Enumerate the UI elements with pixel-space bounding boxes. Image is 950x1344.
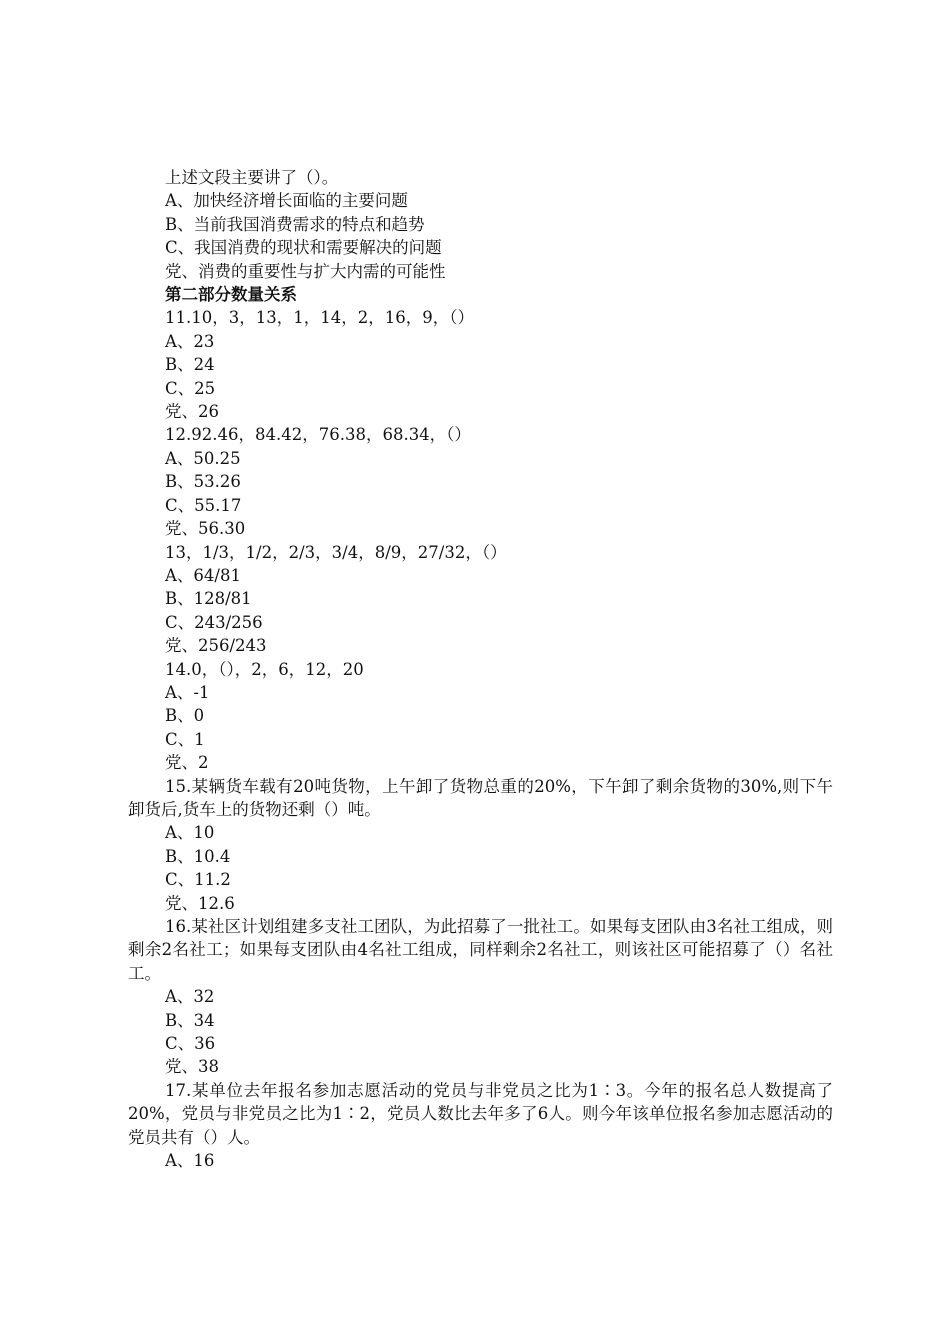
answer-option: C、55.17 (165, 495, 242, 515)
answer-option: B、24 (165, 355, 215, 375)
question-stem: 13，1/3，1/2，2/3，3/4，8/9，27/32，（） (165, 542, 507, 562)
answer-option: 党、12.6 (165, 893, 235, 913)
answer-option: B、34 (165, 1010, 215, 1030)
question-stem: 17.某单位去年报名参加志愿活动的党员与非党员之比为1∶3。今年的报名总人数提高了20%，党员与非党员之比为1∶2，党员人数比去年多了6人。则今年该单位报名参加志愿活动的党员共有（）人。 (128, 1080, 833, 1147)
section-title: 第二部分数量关系 (165, 285, 297, 305)
document-body (128, 166, 833, 1172)
answer-option: A、16 (165, 1151, 215, 1171)
answer-option: 党、2 (165, 753, 209, 773)
answer-option: 党、56.30 (165, 519, 246, 539)
answer-option: C、11.2 (165, 870, 231, 890)
answer-option: A、32 (165, 987, 215, 1007)
question-stem: 14.0，（），2，6，12，20 (165, 659, 364, 679)
answer-option: B、53.26 (165, 472, 241, 492)
answer-option: C、243/256 (165, 612, 263, 632)
answer-option: C、36 (165, 1034, 216, 1054)
answer-option: 党、38 (165, 1057, 219, 1077)
answer-option: B、10.4 (165, 846, 231, 866)
answer-option: B、0 (165, 706, 205, 726)
answer-option: C、1 (165, 729, 205, 749)
answer-option: 党、消费的重要性与扩大内需的可能性 (165, 261, 446, 281)
question-stem: 12.92.46，84.42，76.38，68.34，（） (165, 425, 471, 445)
answer-option: A、64/81 (165, 565, 241, 585)
answer-option: C、25 (165, 378, 216, 398)
answer-option: A、23 (165, 331, 215, 351)
question-stem: 16.某社区计划组建多支社工团队，为此招募了一批社工。如果每支团队由3名社工组成，则剩余2名社工；如果每支团队由4名社工组成，同样剩余2名社工，则该社区可能招募了（）名社工。 (128, 917, 833, 983)
answer-option: C、我国消费的现状和需要解决的问题 (165, 238, 442, 258)
answer-option: 党、256/243 (165, 636, 267, 656)
answer-option: A、50.25 (165, 448, 241, 468)
question-stem: 15.某辆货车载有20吨货物，上午卸了货物总重的20%，下午卸了剩余货物的30%,则下午卸货后,货车上的货物还剩（）吨。 (128, 776, 833, 819)
question-stem: 上述文段主要讲了（）。 (165, 168, 339, 187)
answer-option: A、加快经济增长面临的主要问题 (165, 191, 408, 211)
answer-option: A、-1 (165, 682, 210, 702)
answer-option: B、当前我国消费需求的特点和趋势 (165, 214, 425, 234)
question-stem: 11.10，3，13，1，14，2，16，9，（） (165, 308, 474, 328)
answer-option: B、128/81 (165, 589, 252, 609)
answer-option: A、10 (165, 823, 215, 843)
answer-option: 党、26 (165, 402, 219, 422)
